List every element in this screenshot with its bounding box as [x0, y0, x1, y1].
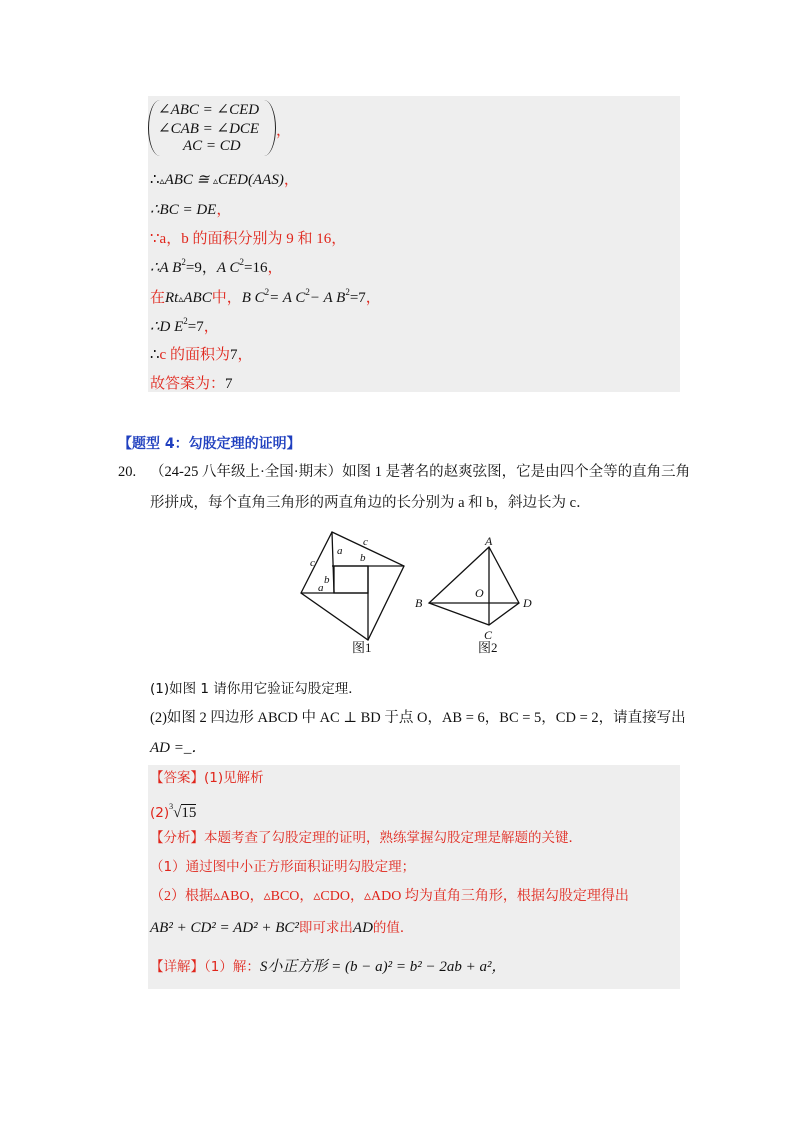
answer-line-2: $(2)^3√15$ — [150, 802, 197, 821]
system-tail: ， — [276, 123, 292, 139]
fig2-label-O: O — [475, 586, 484, 600]
proof-line-squares: ∴A $B^2=9$，A $C^2=16$， — [150, 257, 283, 276]
fig1-label-a-bottom: a — [318, 582, 324, 594]
analysis-line: 【分析】本题考查了勾股定理的证明，熟练掌握勾股定理是解题的关键． — [150, 830, 582, 846]
figure-2-caption: 图2 — [478, 640, 498, 655]
proof-line-answer: 故答案为：7 — [150, 376, 233, 392]
system-row-1: ∠ABC = ∠CED — [158, 102, 260, 118]
fig1-label-b-right: b — [360, 552, 366, 564]
fig2-label-D: D — [523, 596, 532, 610]
fig1-label-a-top: a — [337, 545, 343, 557]
fig2-label-A: A — [485, 535, 493, 548]
proof-line-bc-de: ∴BC = DE， — [150, 202, 232, 218]
proof-line-c-area: ∴c 的面积为7， — [150, 347, 253, 363]
problem-line-2: 形拼成，每个直角三角形的两直角边的长分别为 a 和 b，斜边长为 c． — [150, 495, 591, 511]
fig1-label-c-left: c — [310, 557, 315, 569]
proof-line-congruence: ∴▵ABC ≅ ▵CED(AAS)， — [150, 172, 299, 188]
problem-number: 20. — [118, 464, 137, 480]
proof-line-areas: ∵a，b 的面积分别为 9 和 16， — [150, 231, 347, 247]
radical-sign-icon: √ — [173, 805, 182, 821]
cube-root-index: 3 — [169, 802, 174, 811]
fig1-label-c-top: c — [363, 536, 368, 548]
analysis-step-1: （1）通过图中小正方形面积证明勾股定理； — [150, 859, 416, 875]
answer-line-1: 【答案】(1)见解析 — [150, 770, 264, 786]
fig2-label-B: B — [415, 596, 423, 610]
problem-line-1: （24-25 八年级上·全国·期末）如图 1 是著名的赵爽弦图，它是由四个全等的直角三角 — [150, 464, 691, 480]
question-2-answer-blank: AD =_． — [150, 740, 207, 756]
proof-line-pythagoras: 在Rt▵ABC中，B $C^2= A$ $C^2- A$ $B^2=7$， — [150, 287, 381, 306]
fig2-label-C: C — [484, 628, 493, 642]
solution-box-bottom — [148, 765, 680, 989]
question-1: (1)如图 1 请你用它验证勾股定理． — [150, 681, 362, 697]
system-row-3: AC = CD — [183, 138, 241, 154]
analysis-step-2: （2）根据▵ABO，▵BCO，▵CDO，▵ADO 均为直角三角形，根据勾股定理得出 — [150, 889, 629, 904]
analysis-step-3: AB² + CD² = AD² + BC²即可求出AD的值． — [150, 920, 414, 936]
figure-2-quadrilateral — [412, 535, 542, 645]
figure-1-caption: 图1 — [352, 640, 372, 655]
proof-line-de-squared: ∴D $E^2=7$， — [150, 316, 219, 335]
system-row-2: ∠CAB = ∠DCE — [158, 121, 260, 137]
section-heading: 【题型 4：勾股定理的证明】 — [118, 436, 301, 452]
fig1-label-b-mid: b — [324, 574, 330, 586]
detail-line: 【详解】（1）解：S小正方形 = (b − a)² = b² − 2ab + a²， — [150, 959, 507, 975]
question-2: (2)如图 2 四边形 ABCD 中 AC ⊥ BD 于点 O，AB = 6，BC = 5，CD = 2，请直接写出 — [150, 710, 686, 726]
